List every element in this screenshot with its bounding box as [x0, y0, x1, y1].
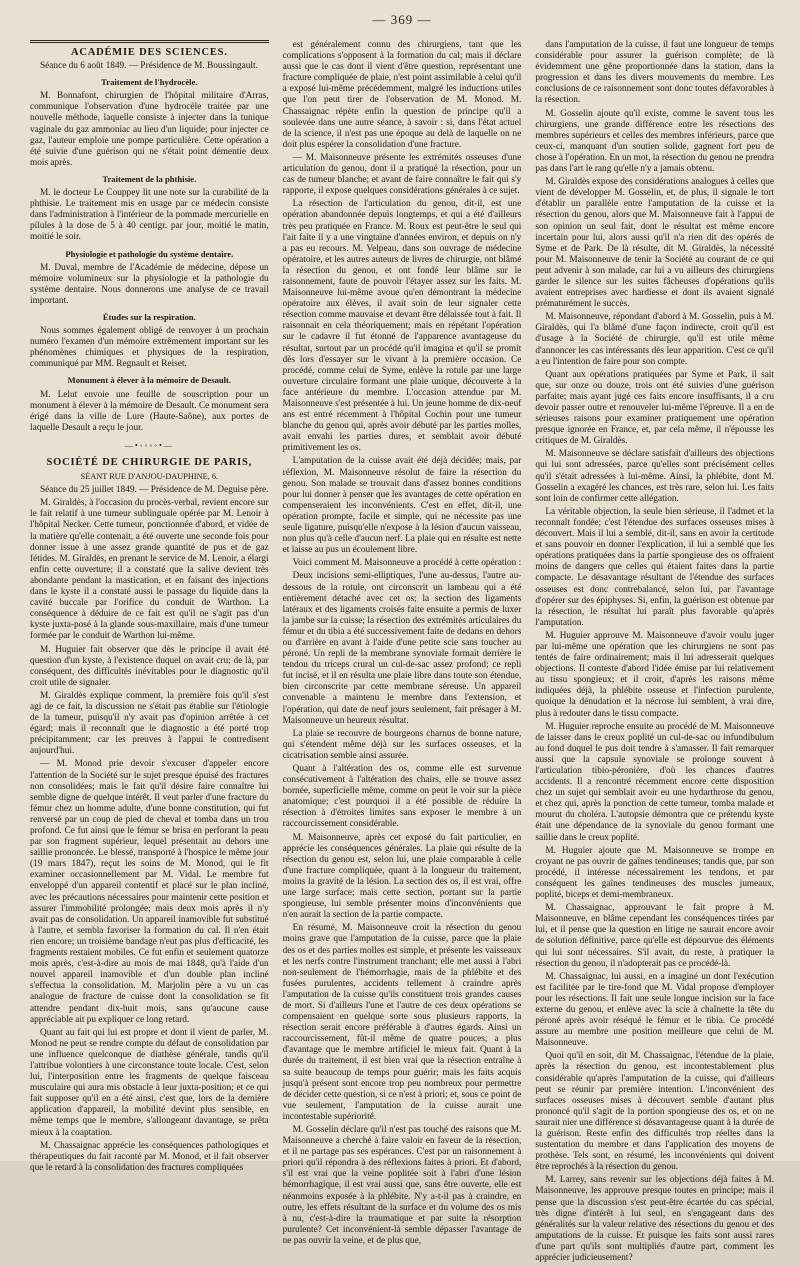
- column-right: [535, 40, 774, 1266]
- subheading-phthisie: Traitement de la phthisie.: [102, 173, 197, 184]
- paragraph: M. Bonnafont, chirurgien de l'hôpital militaire d'Arras, communique l'observation d'une hydrocèle traitée par une nouvelle méthode, laquelle consiste à injecter dans la tunique vaginale du gaz ammoniac au lieu d'un liquide; pour injecter ce gaz, l'auteur emploie une pompe particulière. Cette opération a été suivie d'une guérison qui ne s'était point démentie deux mois après.: [30, 91, 269, 168]
- paragraph: Quant à l'altération des os, comme elle est survenue consécutivement à l'altération des chairs, elle se trouve assez bornée, superficielle même, comme on peut le voir sur la pièce anatomique; c'est pourquoi il a été possible de réduire la résection à d'étroites limites sans exposer le membre à un raccourcissement considérable.: [282, 764, 522, 830]
- column-left: [30, 40, 269, 1266]
- paragraph: M. Duval, membre de l'Académie de médecine, dépose un mémoire volumineux sur la physiologie et la pathologie du système dentaire. Nous donnerons une analyse de ce travail important.: [30, 262, 269, 306]
- paragraph: L'amputation de la cuisse avait été déjà décidée; mais, par réflexion, M. Maisonneuve résolut de faire la résection du genou. Son malade se trouvait dans d'assez bonnes conditions pour lui donner à penser que les avantages de cette opération en compenseraient les inconvénients. C'est en effet, dit-il, une opération prompte, facile et simple, qui ne nécessite pas une seule ligature, puisqu'elle n'expose à la lésion d'aucun vaisseau, non plus qu'à celle d'aucun nerf. La plaie qui en résulte est nette et laisse au pus un écoulement libre.: [282, 456, 522, 556]
- paragraph: La plaie se recouvre de bourgeons charnus de bonne nature, qui s'étendent même déjà sur les surfaces osseuses, et la cicatrisation semble ainsi assurée.: [282, 728, 522, 761]
- paragraph: M. Maisonneuve, répondant d'abord à M. Gosselin, puis à M. Giraldès, qui l'a blâmé d'une façon indirecte, croit qu'il est d'usage à la Société de chirurgie, qu'il est utile même d'annoncer les cas intéressants dès leur apparition. C'est ce qu'il a eu l'intention de faire pour son compte.: [535, 312, 774, 367]
- subheading-respiration: Études sur la respiration.: [102, 311, 196, 322]
- text-columns: [30, 40, 774, 1264]
- paragraph: Deux incisions semi-elliptiques, l'une au-dessus, l'autre au-dessous de la rotule, ont circonscrit un lambeau qui a été entièrement détaché avec cet os; la section des ligaments latéraux et des ligaments croisés faite ensuite a permis de luxer la jambe sur la cuisse; la résection des extrémités articulaires du fémur et du tibia a été successivement faite de dedans en dehors ou d'arrière en avant à l'aide d'une petite scie sans toucher au péroné. Un repli de la membrane synoviale formait derrière le tendon du triceps crural un cul-de-sac assez profond; ce repli fut incisé, et il en résulta une plaie libre dans toute son étendue, bien circonscrite par cette membrane séreuse. Un appareil convenable a maintenu le membre dans l'extension, et l'opération, qui date de neuf jours seulement, fait présager à M. Maisonneuve un heureux résultat.: [282, 571, 522, 726]
- paragraph: est généralement connu des chirurgiens, tant que les complications s'opposent à la formation du cal; mais il déclare aussi que le cas dont il vient d'être question, représentant une fracture compliquée de plaie, n'est point assimilable à celui qu'il a exposé lui-même précédemment, malgré les inductions utiles que l'on peut tirer de l'observation de M. Monod. M. Chassaignac répète enfin la question de principe qu'il a soulevée dans une autre séance, à savoir : si, dans l'état actuel de la science, il n'est pas une époque au delà de laquelle on ne doit plus espérer la consolidation d'une fracture.: [282, 40, 522, 150]
- paragraph: M. Huguier fait observer que dès le principe il avait été question d'un kyste, à l'existence duquel on avait cru; de là, par conséquent, des difficultés inévitables pour le diagnostic qu'il croit utile de signaler.: [30, 644, 269, 688]
- paragraph: M. Chassaignac, approuvant le fait propre à M. Maisonneuve, en blâme cependant les conséquences tirées par lui, et il pense que la question en litige ne saurait encore avoir de solution définitive, parce qu'elle est dépourvue des éléments qui lui sont nécessaires. S'il avait, du reste, à pratiquer la résection du genou, il n'adopterait pas ce procédé-là.: [535, 903, 774, 969]
- paragraph: Quant aux opérations pratiquées par Syme et Park, il sait que, sur onze ou douze, trois ont été suivies d'une guérison parfaite; mais ayant jugé ces faits encore insuffisants, il a cru devoir passer outre et renouveler lui-même l'épreuve. Il a en de sérieuses raisons pour examiner pratiquement une opération presque ignorée en France, et, par cela même, il n'épousse les critiques de M. Giraldès.: [535, 369, 774, 447]
- paragraph: M. Maisonneuve, après cet exposé du fait particulier, en apprécie les conséquences générales. La plaie qui résulte de la résection du genou est, selon lui, une plaie comparable à celle d'une fracture compliquée, quant à la longueur du traitement, moins la gravité de la lésion. La section des os, il est vrai, offre une large surface; mais cette section, portant sur la partie spongieuse, lui semble présenter moins d'inconvénients que n'en aurait la section de la partie compacte.: [282, 832, 522, 921]
- paragraph: — M. Maisonneuve présente les extrémités osseuses d'une articulation du genou, dont il a pratiqué la résection, pour un cas de tumeur blanche; et avant de faire connaître le fait qui s'y rapporte, il expose quelques considérations générales à ce sujet.: [282, 152, 522, 197]
- paragraph: M. Chassaignac apprécie les conséquences pathologiques et thérapeutiques du fait raconté par M. Monod, et il fait observer que le retard à la consolidation des fractures compliquées: [30, 1140, 269, 1173]
- society-address: SÉANT RUE D'ANJOU-DAUPHINE, 6.: [80, 472, 219, 482]
- paragraph: M. Larrey, sans revenir sur les objections déjà faites à M. Maisonneuve, les approuve presque toutes en principe; mais il pense que la discussion s'est peut-être écartée du cas spécial, très digne d'intérêt à lui seul, en s'engageant dans des généralités sur la valeur relative des résections du genou et des amputations de la cuisse. Et puisque les faits sont aussi rares d'une part qu'ils sont multipliés d'autre part, comment les apprécier judicieusement?: [535, 1175, 774, 1264]
- paragraph: M. Gosselin ajoute qu'il existe, comme le savent tous les chirurgiens, une grande différence entre les résections des membres supérieurs et celles des membres inférieurs, parce que ceux-ci, manquant d'un soutien solide, gagnent fort peu de chose à l'opération. En un mot, la résection du genou ne prendra pas dans l'art le rang qu'elle n'y a jamais obtenu.: [535, 108, 774, 175]
- subheading-hydrocele: Traitement de l'hydrocèle.: [101, 77, 198, 88]
- subheading-dentaire: Physiologie et pathologie du système dentaire.: [65, 248, 234, 259]
- paragraph: M. Huguier ajoute que M. Maisonneuve se trompe en croyant ne pas ouvrir de gaînes tendineuses; tandis que, par son procédé, il intéresse nécessairement les tendons, et par conséquent les gaînes tendineuses des muscles jumeaux, poplité, biceps et demi-membraneux.: [535, 845, 774, 901]
- page-number: — 369 —: [372, 12, 432, 27]
- seance-line: Séance du 6 août 1849. — Présidence de M. Boussingault.: [40, 61, 258, 72]
- seance-line: Séance du 25 juillet 1849. — Présidence de M. Deguise père.: [40, 485, 269, 496]
- paragraph: M. Huguier reproche ensuite au procédé de M. Maisonneuve de laisser dans le creux poplité un cul-de-sac ou infundibulum au fond duquel le pus doit tendre à s'amasser. Il fait remarquer aussi que la capsule synoviale se prolonge souvent à l'articulation tibio-péronière, d'où les chances d'autres accidents. Il a rencontré récemment encore cette disposition chez un sujet qui semblait avoir eu une hydarthrose du genou, et chez qui, après la ponction de cette tumeur, tomba malade et mourut du choléra. L'autopsie démontra que ce prétendu kyste était une dépendance de la synoviale du genou formant une saillie dans le creux poplité.: [535, 721, 774, 843]
- paragraph: M. Giraldès explique comment, la première fois qu'il s'est agi de ce fait, la discussion ne s'était pas établie sur l'étiologie de la tumeur, puisqu'il n'y avait pas d'opinion arrêtée à cet égard; mais il reconnaît que le diagnostic a été porté trop précipitamment; car les preuves à l'appui le contredisent aujourd'hui.: [30, 690, 269, 757]
- paragraph: M. Giraldès, à l'occasion du procès-verbal, revient encore sur le fait relatif à une tumeur sublinguale opérée par M. Lenoir à l'hôpital Necker. Cette tumeur, ponctionnée d'abord, et vidée de la matière qu'elle contenait, a été ouverte une seconde fois pour donner issue à une assez grande quantité de pus et de gaz fétides. M. Giraldès, en prenant le service de M. Lenoir, a élargi enfin cette ouverture; il a constaté que la salive devient très abondante pendant la mastication, et en faisant des injections dans le kyste il a constaté aussi le passage du liquide dans la cavité buccale par l'orifice du conduit de Warthon. La conséquence à déduire de ce fait est qu'il ne s'agit pas d'un kyste juxta-posé à la glande sous-maxillaire, mais d'une tumeur formée par le conduit de Warthon lui-même.: [30, 498, 269, 642]
- paragraph: M. Maisonneuve se déclare satisfait d'ailleurs des objections qui lui sont adressées, parce qu'elles sont précisément celles qu'il s'était adressées à lui-même. Ainsi, la phlébite, dont M. Gosselin a exagéré les chances, est très rare, selon lui. Les faits sont loin de confirmer cette allégation.: [535, 449, 774, 504]
- ornament-divider: —•◦◦◦◦•—: [124, 440, 174, 450]
- paragraph: La résection de l'articulation du genou, dit-il, est une opération abandonnée depuis longtemps, et qui a été d'ailleurs très peu pratiquée en France. M. Roux est peut-être le seul qui l'ait faite il y a une vingtaine d'années environ, et depuis on n'y a pas eu recours. M. Velpeau, dans son ouvrage de médecine opératoire, et les autres auteurs de livres de chirurgie, ont blâmé la résection du genou, et ont fondé leur blâme sur le raisonnement, faute de pouvoir l'étayer assez sur les faits. M. Maisonneuve lui-même avoue qu'en démontrant la médecine opératoire aux élèves, il avait soin de leur signaler cette résection comme mauvaise et devant être délaissée tout à fait. Il raisonnait en cela théoriquement; mais en répétant l'opération sur le cadavre il fut étonné de l'apparence avantageuse du résultat, surtout par un procédé qu'il imagina et qu'il se promit dès lors d'essayer sur le vivant à la première occasion. Ce procédé, comme celui de Syme, enlève la rotule par une large ouverture circulaire formant une plaie unique, découverte à la face antérieure du membre. L'occasion attendue par M. Maisonneuve s'est présentée à lui. Un jeune homme de dix-neuf ans est entré récemment à l'hôpital Cochin pour une tumeur blanche du genou qui, après avoir débuté par les parties molles, avait envahi les parties dures, et semblait avoir débuté primitivement les os.: [282, 199, 522, 454]
- paragraph: Voici comment M. Maisonneuve a procédé à cette opération :: [292, 558, 522, 569]
- paragraph: — M. Monod prie devoir s'excuser d'appeler encore l'attention de la Société sur le sujet presque épuisé des fractures non consolidées; mais le fait qu'il désire faire connaître lui semble digne de quelque intérêt. Il veut parler d'une fracture du fémur chez un homme adulte, d'une bonne constitution, qui fut renversé par un coup de pied de cheval et tomba dans un trou profond. Ce fut ainsi que le fémur se brisa en perforant la peau par son fragment supérieur, lequel présentait au dehors une saillie prononcée. Le blessé, transporté à l'hospice le même jour (19 mars 1847), reçut les soins de M. Monod, qui le fit examiner occasionnellement par M. Vidal. Le membre fut enveloppé d'un appareil contentif et placé sur le plan incliné, avec les précautions nécessaires pour maintenir cette position et assurer l'immobilité prolongée; mais deux mois après il n'y avait pas de consolidation. Un appareil inamovible fut substitué à l'autre, et sembla favoriser la formation du cal. Il n'en était rien encore; un troisième bandage n'eut pas plus d'efficacité, les fragments restaient mobiles. Ce fut enfin et seulement quatorze mois après, c'est-à-dire au mois de mai 1848, qu'à l'aide d'un nouvel appareil inamovible et d'un double plan incliné s'effectua la consolidation. M. Marjolin père a vu un cas analogue de fracture de cuisse dont la consolidation se fit attendre pendant dix-huit mois, sans qu'aucune cause appréciable ait pu expliquer ce long retard.: [30, 759, 269, 1025]
- paragraph: Quoi qu'il en soit, dit M. Chassaignac, l'étendue de la plaie, après la résection du genou, est incontestablement plus considérable qu'après l'amputation de la cuisse, qui d'ailleurs peut se réunir par première intention. L'inconvénient des surfaces osseuses mises à découvert semble d'autant plus prononcé qu'il s'agit de la portion spongieuse des os, et on ne saurait nier une différence si désavantageuse quant à la durée de la guérison. Reste enfin des difficultés trop réelles dans la sustentation du membre et dans l'application des moyens de prothèse. Tels sont, en résumé, les inconvénients qui doivent être reprochés à la résection du genou.: [535, 1051, 774, 1173]
- paragraph: La véritable objection, la seule bien sérieuse, il l'admet et la reconnaît fondée; c'est l'étendue des surfaces osseuses mises à découvert. Mais il lui a semblé, dit-il, sans en avoir la certitude et sans pouvoir en donner l'explication, il lui a semblé que les opérations pratiquées dans la partie spongieuse des os offraient moins de dangers que celles qui étaient faites dans la partie compacte. Le désavantage résultant de l'étendue des surfaces osseuses est donc contrebalancé, selon lui, par l'avantage d'opérer sur des épiphyses. Si, enfin, la guérison est obtenue par la résection, le résultat lui paraît plus favorable qu'après l'amputation.: [535, 506, 774, 628]
- paragraph: Nous sommes également obligé de renvoyer à un prochain numéro l'examen d'un mémoire extrêmement important sur les phénomènes chimiques et physiques de la respiration, communiqué par MM. Regnault et Reiset.: [30, 326, 269, 370]
- subheading-desault: Monument à élever à la mémoire de Desault.: [67, 375, 232, 386]
- paragraph: M. Chassaignac, lui aussi, en a imaginé un dont l'exécution est facilitée par le tire-fond que M. Vidal propose d'employer pour les résections. Il fait une seule longue incision sur la face externe du genou, et enlève avec la scie à chaînette la tête du péroné après avoir réséqué le fémur et le tibia. Ce procédé assure au membre une position meilleure que celui de M. Maisonneuve.: [535, 971, 774, 1049]
- paragraph: M. Lelut envoie une feuille de souscription pour un monument à élever à la mémoire de Desault. Ce monument sera érigé dans la ville de Lure (Haute-Saône), aux portes de laquelle Desault a reçu le jour.: [30, 389, 269, 433]
- paragraph: dans l'amputation de la cuisse, il faut une longueur de temps considérable pour assurer la guérison complète; de là évidemment une gêne proportionnée dans la station, dans la progression et dans les divers mouvements du membre. Les conclusions de ce raisonnement sont donc toutes défavorables à la résection.: [535, 40, 774, 106]
- paragraph: M. le docteur Le Couppey lit une note sur la curabilité de la phthisie. Le traitement mis en usage par ce médecin consiste dans l'administration à l'intérieur de la pommade mercurielle en pilules à la dose de 5 à 40 centigr. par jour, moitié le matin, moitié le soir.: [30, 188, 269, 243]
- paragraph: M. Huguier approuve M. Maisonneuve d'avoir voulu juger par lui-même une opération que les chirurgiens ne sont pas tentés de faire ordinairement; mais il lui adresserait quelques objections. Il conteste d'abord l'idée émise par lui relativement au tissu spongieux; et il croit, d'après les raisons même indiquées déjà, la phlébite osseuse et l'infection purulente, quoique la dénudation et la nécrose lui semblent, à vrai dire, plus à redouter dans le tissu compacte.: [535, 630, 774, 719]
- paragraph: M. Gosselin déclare qu'il n'est pas touché des raisons que M. Maisonneuve a cherché à faire valoir en faveur de la résection, et il ne partage pas ses espérances. C'est par un raisonnement à priori qu'il répondra à des réflexions faites à priori. Et d'abord, s'il est vrai que la veine poplitée soit à l'abri d'une lésion hémorrhagique, il est vrai aussi que, sans être ouverte, elle est néanmoins exposée à la phlébite. N'y a-t-il pas à craindre, en outre, les effets résultant de la surface et du volume des os mis à nu, c'est-à-dire la traumatique et par suite la résorption purulente? Cet inconvénient-là semble dépasser l'avantage de ne pas ouvrir la veine, et de plus que,: [282, 1125, 522, 1246]
- section-title-chirurgie: SOCIÉTÉ DE CHIRURGIE DE PARIS,: [46, 457, 253, 468]
- paragraph: M. Giraldès expose des considérations analogues à celles que vient de développer M. Gosselin, et, de plus, il signale le tort d'établir un parallèle entre l'amputation de la cuisse et la résection du genou, alors que M. Maisonneuve fait à l'appui de son opinion un seul fait, dont le résultat est même encore incertain pour lui, alors aussi qu'il n'a rien dit des opérés de Syme et de Park. De là résulte, dit M. Giraldès, la nécessité pour M. Maisonneuve de tenir la Société au courant de ce qui peut advenir à son malade, car lui a vu ailleurs des chirurgiens garder le silence sur les suites fâcheuses d'opérations qu'ils avaient entreprises avec hardiesse et dont ils avaient signalé prématurément le succès.: [535, 177, 774, 310]
- header-rule: [30, 40, 269, 43]
- paragraph: Quant au fait qui lui est propre et dont il vient de parler, M. Monod ne peut se rendre compte du défaut de consolidation par une influence quelconque de diathèse générale, tandis qu'il l'attribue volontiers à une circonstance toute locale. C'est, selon lui, l'interposition entre les fragments de quelque faisceau musculaire qui aura mis obstacle à leur juxta-position; et ce qui fait supposer qu'il en a été ainsi, c'est que, lors de la dernière application d'appareil, la mobilité devint plus sensible, en même temps que le membre, s'allongeant davantage, se prêta mieux à la coaptation.: [30, 1027, 269, 1138]
- column-middle: [283, 40, 522, 1266]
- section-title-academie: ACADÉMIE DES SCIENCES.: [70, 47, 228, 58]
- paragraph: En résumé, M. Maisonneuve croit la résection du genou moins grave que l'amputation de la cuisse, parce que la plaie des os et des parties molles est simple, et présente les vaisseaux et les nerfs contre l'instrument tranchant; elle met aussi à l'abri non-seulement de l'hémorrhagie, mais de la phlébite et des fusées purulentes, accidents tellement à craindre après l'amputation de la cuisse qu'ils constituent trois grandes causes de mort. Si d'ailleurs l'une et l'autre de ces deux opérations se compensaient en quelque sorte sous plusieurs rapports, la résection serait encore préférable à d'autres égards. Ainsi un raccourcissement, fût-il même de quatre pouces, a plus d'avantage que le membre artificiel le mieux fait. Quant à la durée du traitement, il est bien vrai que la résection entraîne à sa suite beaucoup de temps pour guérir; mais les faits acquis jusqu'à présent sont encore trop peu nombreux pour permettre de décider cette question, si ce n'est à priori; et, sous ce point de vue seulement, l'amputation de la cuisse aurait une incontestable supériorité.: [282, 923, 522, 1122]
